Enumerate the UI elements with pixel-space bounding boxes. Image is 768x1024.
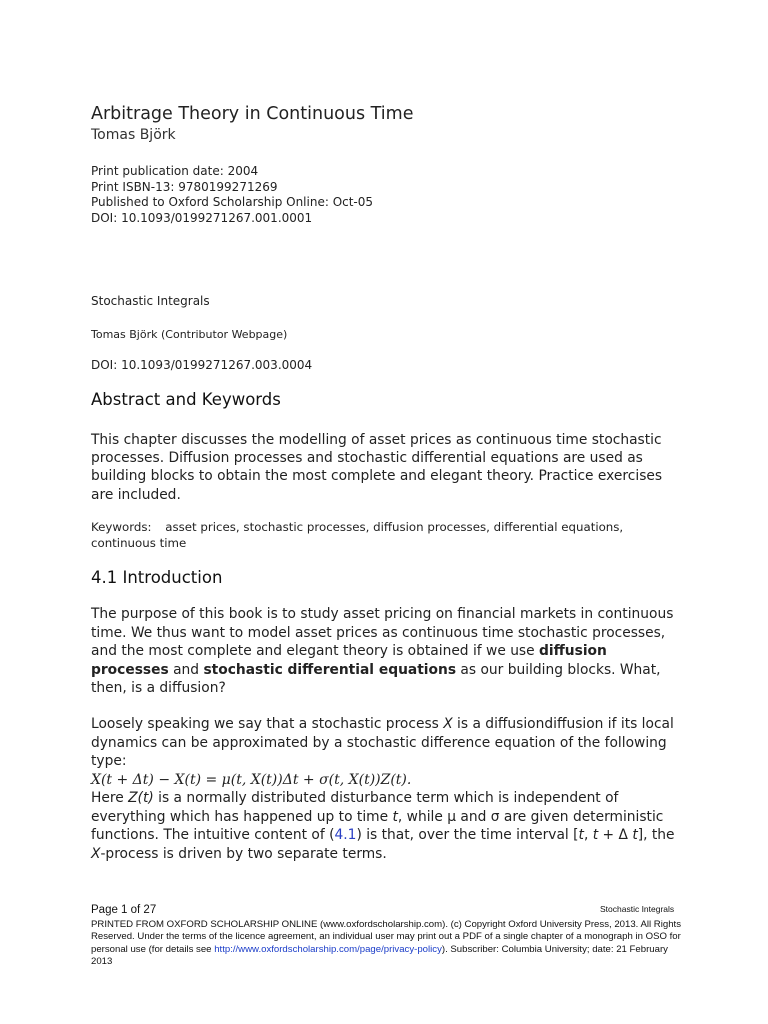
- chapter-doi: DOI: 10.1093/0199271267.003.0004: [91, 358, 313, 372]
- intro-paragraph: The purpose of this book is to study asset pricing on financial markets in continuous time. We thus want to model asset prices as continuous time stochastic processes, and the most complete and elegant theory is obtained if we use diffusion processes and stochastic differential equations as our building blocks. What, then, is a diffusion?: [91, 606, 674, 696]
- keywords-list: asset prices, stochastic processes, diffusion processes, differential equations, continuous time: [91, 520, 624, 550]
- online-date: Published to Oxford Scholarship Online: Oct-05: [91, 195, 374, 209]
- equation-ref-link[interactable]: 4.1: [334, 827, 357, 843]
- privacy-policy-link[interactable]: http://www.oxfordscholarship.com/page/privacy-policy: [214, 943, 442, 955]
- publication-meta: [91, 164, 373, 226]
- diffusion-paragraph: Loosely speaking we say that a stochastic process X is a diffusiondiffusion if its local dynamics can be approximated by a stochastic difference equation of the following type: X(t + Δt) − X(t) = μ(t, X(t))Δt + σ(t, X(t))Z(t). Here Z(t) is a normally distributed disturbance term which is independent of everything which has happened up to time t, while μ and σ are given deterministic functions. The intuitive content of (4.1) is that, over the time interval [t, t + Δ t], the X-process is driven by two separate terms.: [91, 715, 681, 863]
- abstract-text: This chapter discusses the modelling of asset prices as continuous time stochastic processes. Diffusion processes and stochastic differential equations are used as building blocks to obtain the most complete and elegant theory. Practice exercises are included.: [91, 432, 663, 503]
- book-title: Arbitrage Theory in Continuous Time: [91, 104, 414, 124]
- footer-legal: PRINTED FROM OXFORD SCHOLARSHIP ONLINE (www.oxfordscholarship.com). (c) Copyright Oxford University Press, 2013. All Rights Reserved. Under the terms of the licence agreement, an individual user may print out a PDF of a single chapter of a monograph in OSO for personal use (for details see http://www.oxfordscholarship.com/page/privacy-policy). Subscriber: Columbia University; date: 21 February 2013: [91, 919, 681, 967]
- footer-chapter-label: Stochastic Integrals: [600, 904, 675, 914]
- chapter-title: Stochastic Integrals: [91, 294, 210, 308]
- keywords-label: Keywords:: [91, 520, 152, 534]
- contributor-link[interactable]: Tomas Björk (Contributor Webpage): [91, 328, 288, 341]
- keywords: [91, 519, 681, 551]
- abstract-heading: Abstract and Keywords: [91, 390, 281, 409]
- page-number: Page 1 of 27: [91, 904, 157, 916]
- print-isbn: Print ISBN-13: 9780199271269: [91, 179, 278, 194]
- book-author: Tomas Björk: [91, 127, 176, 143]
- section-heading: 4.1 Introduction: [91, 568, 223, 587]
- equation-4-1: X(t + Δt) − X(t) = μ(t, X(t))Δt + σ(t, X(t))Z(t).: [91, 771, 412, 788]
- print-date: Print publication date: 2004: [91, 164, 259, 178]
- book-doi: DOI: 10.1093/0199271267.001.0001: [91, 210, 313, 225]
